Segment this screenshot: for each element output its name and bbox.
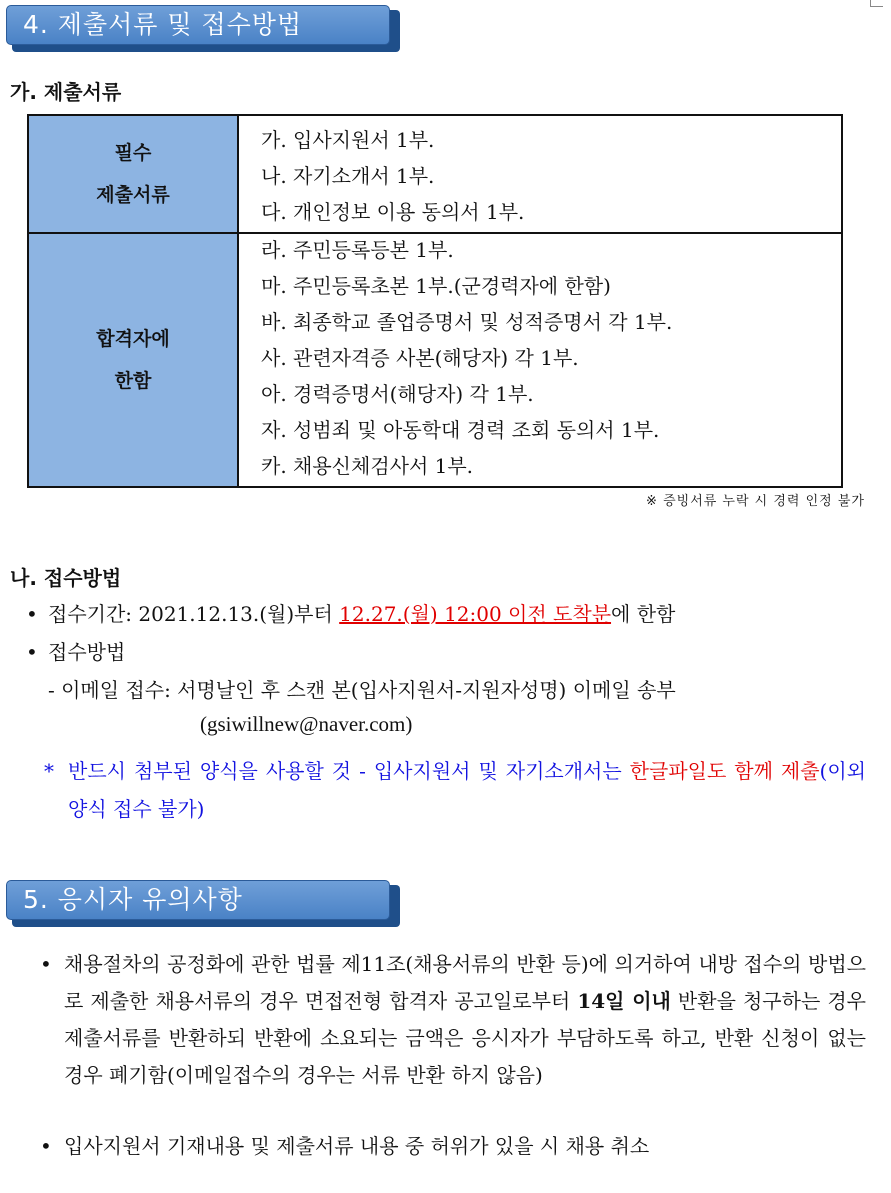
notice-1-text-b: 반환을 청구하는 경우 제출서류를 반환하되 반환에 소요되는 금액은 응시자가 부담하도록 하고, 반환 신청이 없는 경우 폐기함(이메일접수의 경우는 서류 반환 하지 않음) xyxy=(64,989,867,1087)
list-item: 가. 입사지원서 1부. xyxy=(261,128,435,152)
list-item: 다. 개인정보 이용 동의서 1부. xyxy=(261,200,525,224)
passers-items-cell xyxy=(238,233,842,487)
required-label-cell xyxy=(28,115,238,233)
reception-heading: 나. 접수방법 xyxy=(10,566,122,590)
asterisk-icon: * xyxy=(44,759,54,783)
notice-paragraph-2 xyxy=(40,1128,866,1165)
bullet-icon: • xyxy=(40,1134,52,1158)
bullet-icon: • xyxy=(26,640,38,664)
warning-text-1: 반드시 첨부된 양식을 사용할 것 - 입사지원서 및 자기소개서는 xyxy=(68,759,630,783)
section-5-title: 5. 응시자 유의사항 xyxy=(6,880,390,920)
period-deadline: 12.27.(월) 12:00 이전 도착분 xyxy=(339,602,612,626)
notice-paragraph-1 xyxy=(40,946,866,1094)
period-suffix: 에 한함 xyxy=(611,602,676,626)
list-item: 바. 최종학교 졸업증명서 및 성적증명서 각 1부. xyxy=(261,310,673,334)
email-address: (gsiwillnew@naver.com) xyxy=(200,712,413,736)
list-item: 자. 성범죄 및 아동학대 경력 조회 동의서 1부. xyxy=(261,418,660,442)
table-row-passers xyxy=(28,233,842,487)
list-item: 아. 경력증명서(해당자) 각 1부. xyxy=(261,382,534,406)
required-label-line-1: 필수 xyxy=(114,142,152,164)
bullet-icon: • xyxy=(40,952,52,976)
passers-label-line-2: 한함 xyxy=(114,370,152,392)
evidence-note: ※ 증빙서류 누락 시 경력 인정 불가 xyxy=(646,494,865,509)
section-4-title: 4. 제출서류 및 접수방법 xyxy=(6,5,390,45)
required-items-cell xyxy=(238,115,842,233)
page-corner-mark xyxy=(870,0,883,7)
passers-label-line-1: 합격자에 xyxy=(96,328,170,350)
reception-period xyxy=(26,598,675,627)
list-item: 카. 채용신체검사서 1부. xyxy=(261,454,474,478)
bullet-icon: • xyxy=(26,602,38,626)
list-item: 라. 주민등록등본 1부. xyxy=(261,238,454,262)
documents-heading: 가. 제출서류 xyxy=(10,80,122,104)
notice-1-text-a: 채용절차의 공정화에 관한 법률 제11조(채용서류의 반환 등)에 의거하여 내방 접수의 방법으로 제출한 채용서류의 경우 면접전형 합격자 공고일로부터 xyxy=(64,952,866,1013)
email-instruction: - 이메일 접수: 서명날인 후 스캔 본(입사지원서-지원자성명) 이메일 송부 xyxy=(48,678,676,702)
reception-method xyxy=(26,636,125,665)
form-warning xyxy=(44,752,866,828)
list-item: 사. 관련자격증 사본(해당자) 각 1부. xyxy=(261,346,579,370)
required-label-line-2: 제출서류 xyxy=(96,184,170,206)
notice-2-text: 입사지원서 기재내용 및 제출서류 내용 중 허위가 있을 시 채용 취소 xyxy=(64,1134,650,1158)
warning-text-2: 한글파일도 함께 xyxy=(629,759,773,783)
list-item: 마. 주민등록초본 1부.(군경력자에 한함) xyxy=(261,274,611,298)
warning-text-3: 제출 xyxy=(780,759,820,783)
notice-1-bold: 14일 이내 xyxy=(577,989,671,1013)
list-item: 나. 자기소개서 1부. xyxy=(261,164,435,188)
passers-label-cell xyxy=(28,233,238,487)
method-label: 접수방법 xyxy=(48,640,126,664)
table-row-required xyxy=(28,115,842,233)
warning-text-4: (이외 양식 접수 불가) xyxy=(68,759,866,821)
documents-table xyxy=(27,114,843,488)
period-prefix: 접수기간: 2021.12.13.(월)부터 xyxy=(48,602,340,626)
